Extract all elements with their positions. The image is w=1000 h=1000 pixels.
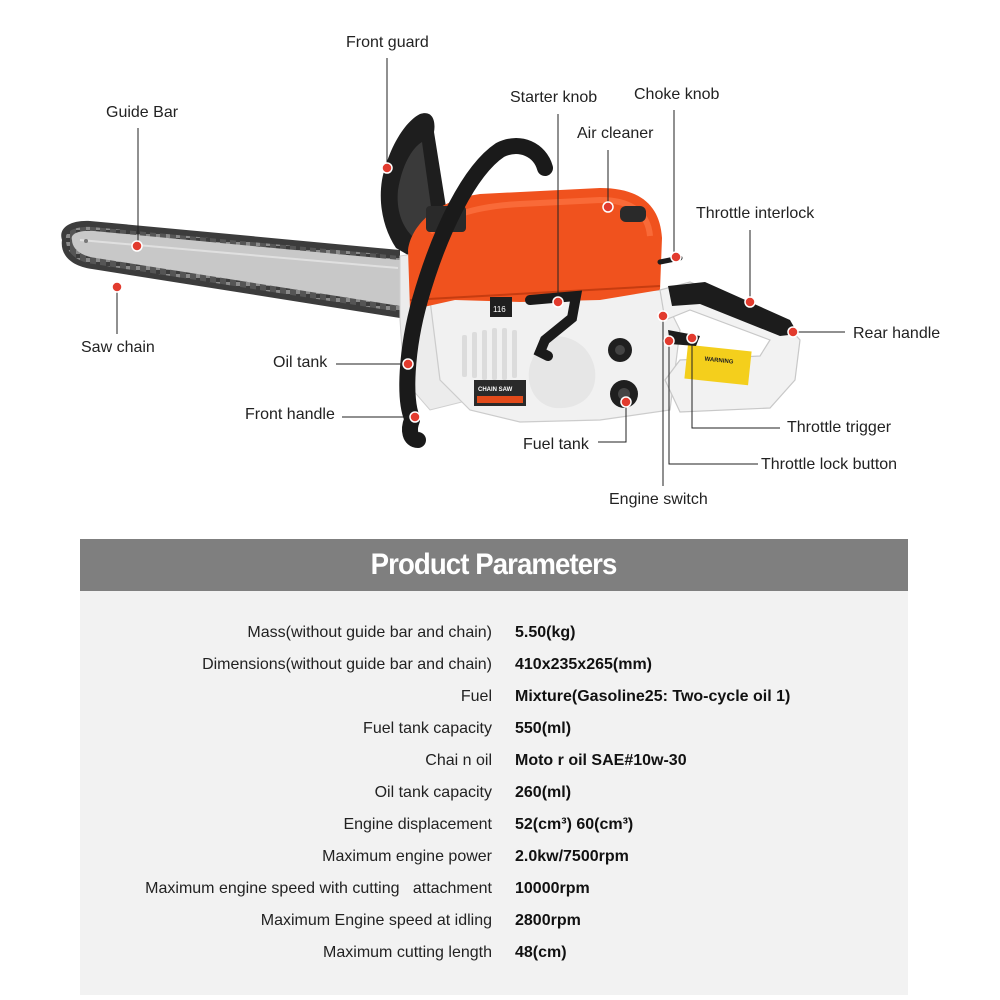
marker-engine-switch — [658, 311, 668, 321]
parameters-table — [80, 591, 908, 995]
parameter-row — [80, 751, 908, 783]
parameter-row — [80, 655, 908, 687]
parameter-key: Dimensions(without guide bar and chain) — [202, 656, 492, 673]
parameter-value: 10000rpm — [515, 880, 590, 897]
marker-guide-bar — [132, 241, 142, 251]
label-rear-handle: Rear handle — [853, 325, 941, 342]
marker-throttle-interlock — [745, 297, 755, 307]
label-throttle-lock-button: Throttle lock button — [761, 456, 898, 473]
parameter-value: 2.0kw/7500rpm — [515, 848, 629, 865]
parameter-value: Mixture(Gasoline25: Two-cycle oil 1) — [515, 688, 791, 705]
parameter-value: 52(cm³) 60(cm³) — [515, 816, 634, 833]
parameter-row — [80, 783, 908, 815]
parameter-value: 550(ml) — [515, 720, 572, 737]
rear-handle-shape — [660, 282, 800, 412]
parameter-row — [80, 911, 908, 943]
label-oil-tank: Oil tank — [273, 354, 328, 371]
marker-saw-chain — [112, 282, 122, 292]
parameters-title: Product Parameters — [371, 548, 617, 581]
chain-saw-plate-text: CHAIN SAW — [478, 387, 513, 393]
parameter-row — [80, 623, 908, 655]
warning-label-text: WARNING — [704, 356, 734, 366]
parameter-key: Fuel tank capacity — [363, 720, 492, 737]
parameter-row — [80, 719, 908, 751]
parameter-key: Fuel — [460, 688, 492, 705]
marker-starter-knob — [553, 297, 563, 307]
marker-front-guard — [382, 163, 392, 173]
parameter-row — [80, 943, 908, 975]
parameter-value: 48(cm) — [515, 944, 567, 961]
marker-throttle-lock-button — [664, 336, 674, 346]
guide-bar-shape — [61, 221, 400, 318]
label-saw-chain: Saw chain — [81, 339, 155, 356]
label-fuel-tank: Fuel tank — [523, 436, 589, 453]
parameter-row — [80, 879, 908, 911]
marker-fuel-tank — [621, 397, 631, 407]
parameter-row — [80, 847, 908, 879]
label-air-cleaner: Air cleaner — [577, 125, 654, 142]
parameter-value: 5.50(kg) — [515, 624, 576, 641]
marker-air-cleaner — [603, 202, 613, 212]
parameter-row — [80, 815, 908, 847]
marker-choke-knob — [671, 252, 681, 262]
parameter-value: 260(ml) — [515, 784, 572, 801]
label-engine-switch: Engine switch — [609, 491, 708, 508]
model-badge-text: 116 — [493, 305, 506, 314]
label-throttle-interlock: Throttle interlock — [696, 205, 815, 222]
parameter-value: Moto r oil SAE#10w-30 — [515, 752, 687, 769]
marker-throttle-trigger — [687, 333, 697, 343]
parameter-value: 410x235x265(mm) — [515, 656, 652, 673]
label-guide-bar: Guide Bar — [106, 104, 179, 121]
parameters-header — [80, 539, 908, 591]
parameter-key: Engine displacement — [343, 816, 492, 833]
marker-oil-tank — [403, 359, 413, 369]
label-starter-knob: Starter knob — [510, 89, 598, 106]
parameter-key: Mass(without guide bar and chain) — [247, 624, 492, 641]
lower-housing-shape — [430, 290, 680, 422]
label-throttle-trigger: Throttle trigger — [787, 419, 892, 436]
parameter-row — [80, 687, 908, 719]
parameter-key: Maximum Engine speed at idling — [260, 912, 492, 929]
label-front-guard: Front guard — [346, 34, 429, 51]
parameter-key: Maximum engine power — [322, 848, 492, 865]
label-choke-knob: Choke knob — [634, 86, 720, 103]
parameter-value: 2800rpm — [515, 912, 581, 929]
parameter-key: Maximum cutting length — [323, 944, 492, 961]
parameter-key: Chai n oil — [425, 752, 492, 769]
parameter-key: Oil tank capacity — [374, 784, 492, 801]
marker-rear-handle — [788, 327, 798, 337]
marker-front-handle — [410, 412, 420, 422]
label-front-handle: Front handle — [245, 406, 335, 423]
parameter-key: Maximum engine speed with cutting attachment — [145, 880, 492, 897]
